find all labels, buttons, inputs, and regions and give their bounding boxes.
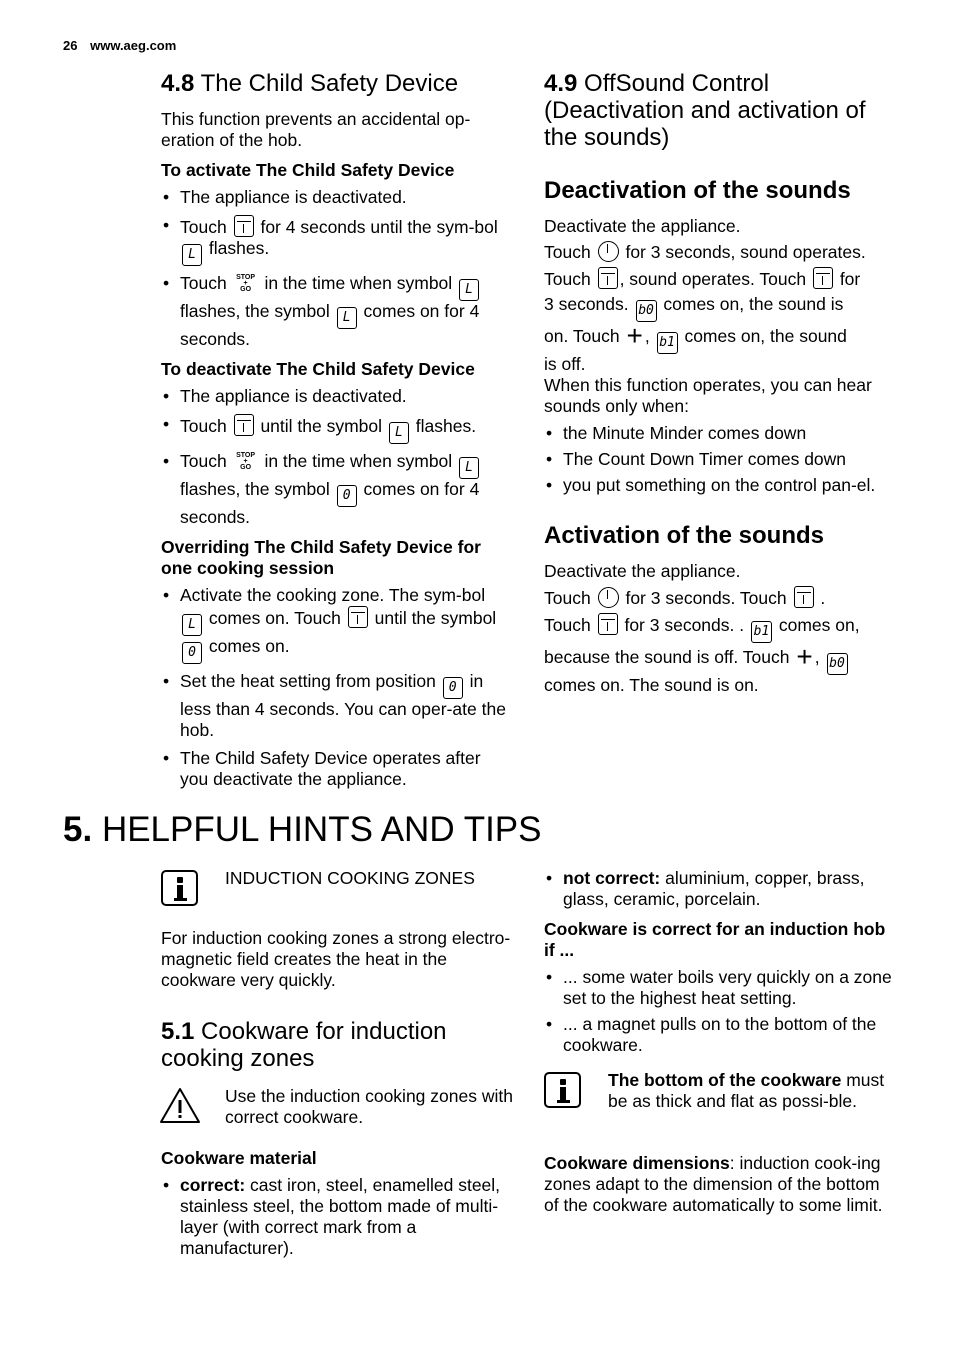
deactivation-title: Deactivation of the sounds bbox=[544, 177, 851, 204]
override-heading: Overriding The Child Safety Device for one cooking session bbox=[161, 537, 481, 578]
display-b0-icon: b0 bbox=[827, 653, 848, 675]
warning-text: Use the induction cooking zones with correct cookware. bbox=[225, 1086, 513, 1127]
cookware-material bbox=[161, 1148, 513, 1259]
display-l-icon: L bbox=[182, 614, 202, 636]
list-item: • the Minute Minder comes down bbox=[544, 423, 896, 444]
list-item: • The appliance is deactivated. bbox=[161, 386, 513, 407]
material-list bbox=[161, 1175, 513, 1259]
warning-icon bbox=[158, 1086, 202, 1126]
stop-go-icon: STOP + GO bbox=[236, 452, 256, 471]
intro-text: This function prevents an accidental op-eration of the hob. bbox=[161, 109, 471, 150]
power-icon bbox=[598, 241, 619, 262]
chapter-title: 5. HELPFUL HINTS AND TIPS bbox=[63, 810, 542, 849]
plus-icon: + bbox=[626, 320, 643, 351]
lock-key-icon bbox=[598, 267, 618, 289]
display-l-icon: L bbox=[459, 457, 479, 479]
list-item: • ... some water boils very quickly on a zone set to the highest heat setting. bbox=[544, 967, 896, 1009]
section-title: 4.8 The Child Safety Device bbox=[161, 70, 459, 97]
activate-heading: To activate The Child Safety Device bbox=[161, 160, 455, 180]
list-item: • you put something on the control pan-el. bbox=[544, 475, 896, 496]
cookware-right bbox=[544, 868, 896, 1056]
section-4-8 bbox=[161, 70, 513, 790]
list-item: • not correct: aluminium, copper, brass, glass, ceramic, porcelain. bbox=[544, 868, 896, 910]
section-4-9 bbox=[544, 70, 896, 696]
deactivation-text: Deactivate the appliance. Touch for 3 seconds, sound operates. Touch , sound operates. Touch for 3 seconds. b0 comes on, the sound is on. Touch + , b1 comes on, the sound is off. When this function operates, you can hear sounds only when: bbox=[544, 216, 872, 416]
induction-intro: For induction cooking zones a strong electro-magnetic field creates the heat in the cookware very quickly. bbox=[161, 928, 511, 990]
override-list bbox=[161, 585, 513, 790]
list-item: • ... a magnet pulls on to the bottom of the cookware. bbox=[544, 1014, 896, 1056]
display-l-icon: L bbox=[459, 279, 479, 301]
lock-key-icon bbox=[348, 606, 368, 628]
list-item: • The appliance is deactivated. bbox=[161, 187, 513, 208]
list-item: • The Child Safety Device operates after you deactivate the appliance. bbox=[161, 748, 513, 790]
list-item: • Touch STOP + GO in the time when symbol L flashes, the symbol L comes on for 4 seconds. bbox=[161, 273, 513, 350]
stop-go-icon: STOP + GO bbox=[236, 274, 256, 293]
lock-key-icon bbox=[813, 267, 833, 289]
page-number: 26 bbox=[63, 38, 78, 53]
activation-text: Deactivate the appliance. Touch for 3 seconds. Touch . Touch for 3 seconds. . b1 comes on, because the sound is off. Touch + , b0 comes on. The sound is on. bbox=[544, 561, 860, 695]
deactivate-list bbox=[161, 386, 513, 528]
list-item: • Touch STOP + GO in the time when symbol L flashes, the symbol 0 comes on for 4 seconds. bbox=[161, 451, 513, 528]
display-l-icon: L bbox=[389, 422, 409, 444]
material-heading: Cookware material bbox=[161, 1148, 317, 1168]
display-l-icon: L bbox=[182, 244, 202, 266]
note-bottom: The bottom of the cookware must be as thick and flat as possi-ble. bbox=[608, 1070, 885, 1111]
display-0-icon: 0 bbox=[443, 677, 463, 699]
display-b1-icon: b1 bbox=[657, 332, 678, 354]
display-b1-icon: b1 bbox=[751, 621, 772, 643]
list-item: • Set the heat setting from position 0 in less than 4 seconds. You can oper-ate the hob. bbox=[161, 671, 513, 741]
site-url: www.aeg.com bbox=[90, 38, 177, 53]
activation-title: Activation of the sounds bbox=[544, 522, 825, 549]
cookware-dimensions: Cookware dimensions: induction cook-ing zones adapt to the dimension of the bottom of the cookware automatically to some limit. bbox=[544, 1153, 883, 1215]
lock-key-icon bbox=[234, 414, 254, 436]
correct-if-heading: Cookware is correct for an induction hob if ... bbox=[544, 919, 886, 960]
list-item: • Touch for 4 seconds until the sym-bol L flashes. bbox=[161, 215, 513, 266]
section-title: 4.9 OffSound Control (Deactivation and activation of the sounds) bbox=[544, 70, 866, 151]
activate-list bbox=[161, 187, 513, 350]
page-header bbox=[63, 38, 176, 53]
correct-if-list bbox=[544, 967, 896, 1056]
display-0-icon: 0 bbox=[182, 642, 202, 664]
display-0-icon: 0 bbox=[337, 485, 357, 507]
plus-icon: + bbox=[796, 641, 813, 672]
display-l-icon: L bbox=[337, 307, 357, 329]
not-correct-list bbox=[544, 868, 896, 910]
list-item: • correct: cast iron, steel, enamelled steel, stainless steel, the bottom made of multi-layer (with correct mark from a manufacturer). bbox=[161, 1175, 513, 1259]
list-item: • The Count Down Timer comes down bbox=[544, 449, 896, 470]
info-icon bbox=[161, 870, 198, 906]
info-icon bbox=[544, 1072, 581, 1108]
display-b0-icon: b0 bbox=[636, 300, 657, 322]
note-induction: INDUCTION COOKING ZONES bbox=[225, 868, 475, 888]
section-5-1-title: 5.1 Cookware for induction cooking zones bbox=[161, 1018, 447, 1072]
list-item: • Touch until the symbol L flashes. bbox=[161, 414, 513, 444]
power-icon bbox=[598, 587, 619, 608]
lock-key-icon bbox=[234, 215, 254, 237]
lock-key-icon bbox=[794, 586, 814, 608]
deactivate-heading: To deactivate The Child Safety Device bbox=[161, 359, 475, 379]
list-item: • Activate the cooking zone. The sym-bol L comes on. Touch until the symbol 0 comes on. bbox=[161, 585, 513, 664]
lock-key-icon bbox=[598, 613, 618, 635]
sounds-list bbox=[544, 423, 896, 496]
